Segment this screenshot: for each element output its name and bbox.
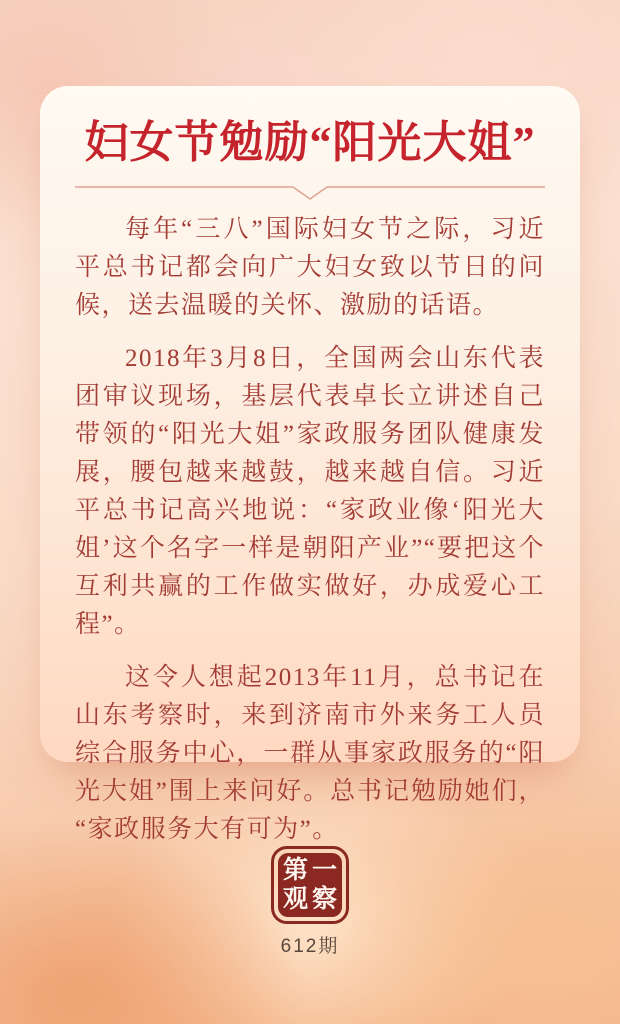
- seal-char: 察: [311, 886, 337, 913]
- seal-char: 一: [311, 857, 337, 884]
- article-body: [75, 211, 545, 849]
- article-card: [40, 86, 580, 843]
- page-title: 妇女节勉励“阳光大姐”: [84, 118, 536, 167]
- seal-char: 观: [282, 886, 308, 913]
- article-paragraph: 2018年3月8日，全国两会山东代表团审议现场，基层代表卓长立讲述自己带领的“阳光大姐”家政服务团队健康发展，腰包越来越鼓，越来越自信。习近平总书记高兴地说：“家政业像‘阳光大姐’这个名字一样是朝阳产业”“要把这个互利共赢的工作做实做好，办成爱心工程”。: [75, 344, 545, 638]
- article-paragraph: 这令人想起2013年11月，总书记在山东考察时，来到济南市外来务工人员综合服务中心，一群从事家政服务的“阳光大姐”围上来问好。总书记勉励她们，“家政服务大有可为”。: [75, 663, 545, 843]
- seal-char: 第: [282, 857, 308, 884]
- article-paragraph: 每年“三八”国际妇女节之际，习近平总书记都会向广大妇女致以节日的问候，送去温暖的关怀、激励的话语。: [75, 215, 545, 319]
- edition-label: 612期: [280, 936, 340, 957]
- chevron-divider-icon: [75, 185, 545, 201]
- footer: [0, 846, 620, 958]
- seal-characters: [278, 853, 342, 917]
- diyiguancha-seal-logo: [271, 846, 349, 924]
